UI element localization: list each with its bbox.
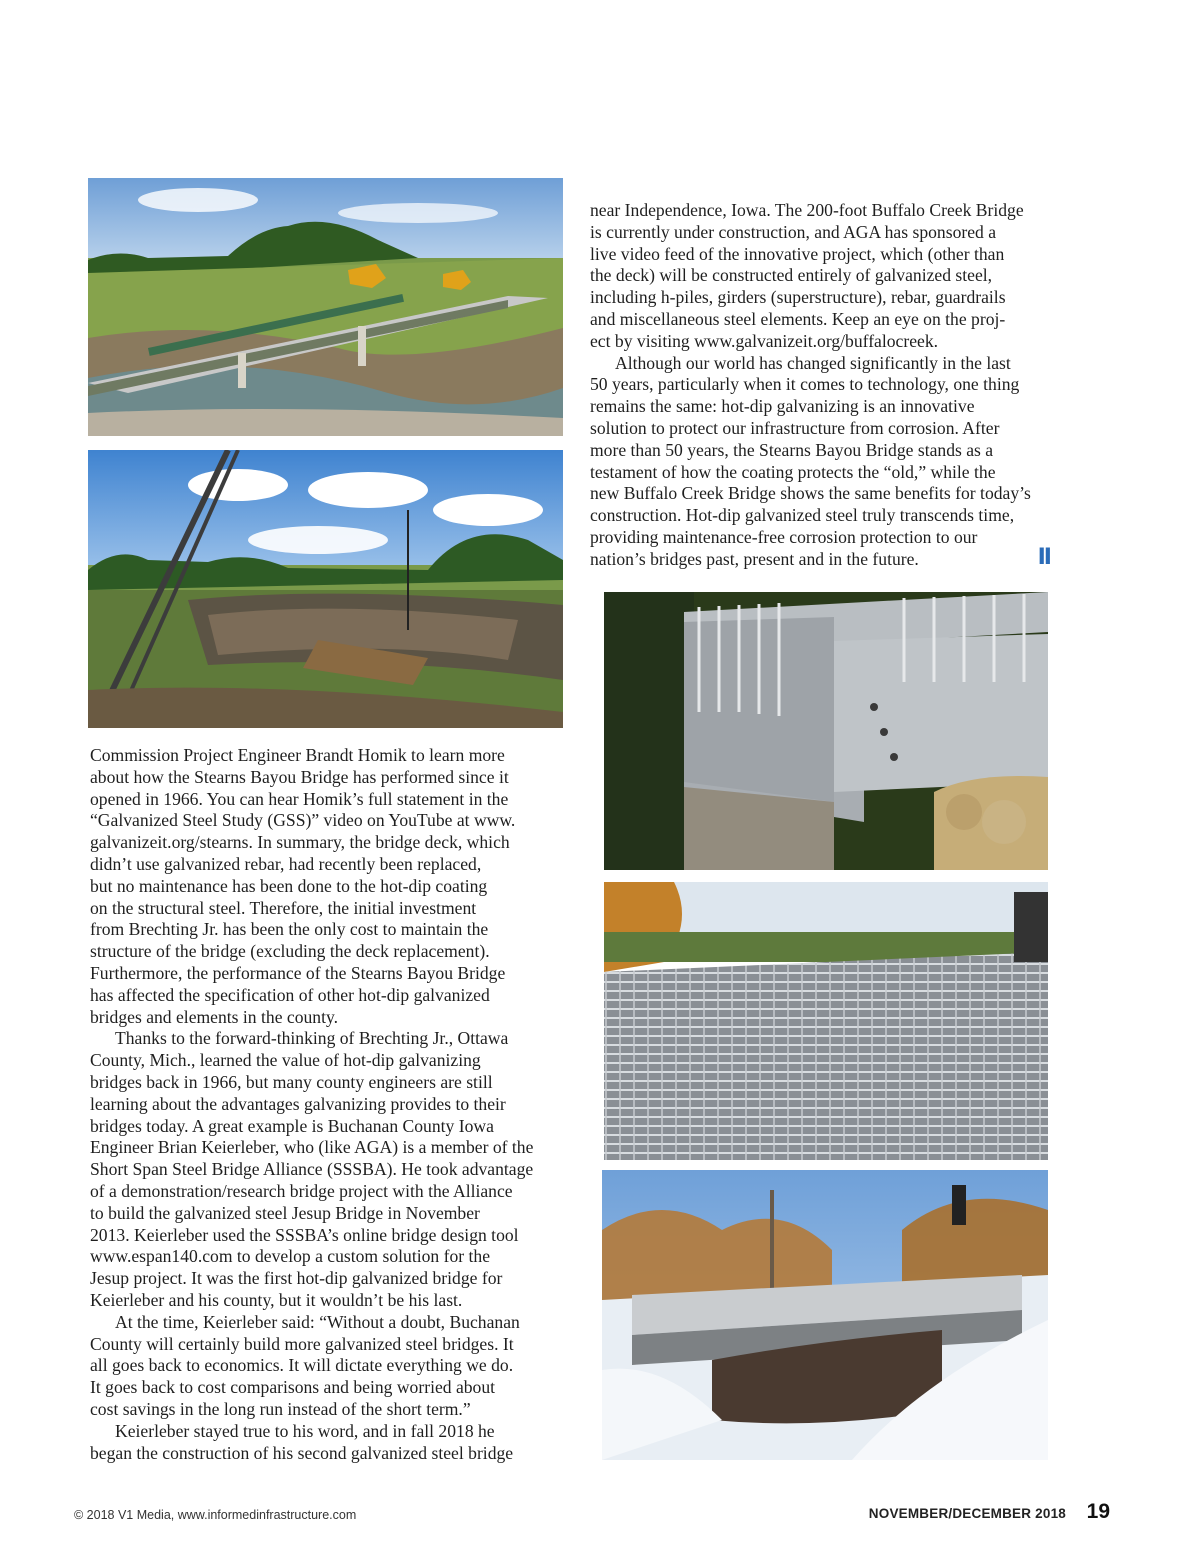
paragraph <box>590 353 1050 571</box>
text-line: Short Span Steel Bridge Alliance (SSSBA). He took advantage <box>90 1159 534 1180</box>
text-line: construction. Hot-dip galvanized steel truly transcends time, <box>590 505 1015 526</box>
text-line: including h-piles, girders (superstructure), rebar, guardrails <box>590 287 1006 308</box>
photo-finished-bridge-winter <box>602 1170 1048 1460</box>
text-line: It goes back to cost comparisons and being worried about <box>90 1377 496 1398</box>
text-line: Although our world has changed significantly in the last <box>615 352 1011 373</box>
text-line: solution to protect our infrastructure from corrosion. After <box>590 417 1000 438</box>
text-line: of a demonstration/research bridge project with the Alliance <box>90 1180 513 1201</box>
text-line: testament of how the coating protects the “old,” while the <box>590 461 996 482</box>
text-line: on the structural steel. Therefore, the initial investment <box>90 897 477 918</box>
text-line: but no maintenance has been done to the hot-dip coating <box>90 875 488 896</box>
text-line: has affected the specification of other hot-dip galvanized <box>90 984 490 1005</box>
text-line: new Buffalo Creek Bridge shows the same benefits for today’s <box>590 483 1031 504</box>
article-left-column <box>90 745 570 1464</box>
text-line: County will certainly build more galvanized steel bridges. It <box>90 1333 514 1354</box>
text-line: 50 years, particularly when it comes to technology, one thing <box>590 374 1020 395</box>
text-line: more than 50 years, the Stearns Bayou Bridge stands as a <box>590 439 994 460</box>
text-line: ect by visiting www.galvanizeit.org/buffalocreek. <box>590 330 939 351</box>
text-line: bridges today. A great example is Buchanan County Iowa <box>90 1115 494 1136</box>
text-line: 2013. Keierleber used the SSSBA’s online bridge design tool <box>90 1224 519 1245</box>
text-line: Keierleber and his county, but it wouldn’t be his last. <box>90 1289 463 1310</box>
text-line: from Brechting Jr. has been the only cost to maintain the <box>90 919 489 940</box>
footer-issue-date: NOVEMBER/DECEMBER 2018 <box>868 1506 1066 1521</box>
text-line: is currently under construction, and AGA has sponsored a <box>590 221 997 242</box>
text-line: providing maintenance-free corrosion protection to our <box>590 526 978 547</box>
text-line: all goes back to economics. It will dictate everything we do. <box>90 1355 514 1376</box>
text-line: nation’s bridges past, present and in the future. <box>590 548 919 569</box>
text-line: bridges back in 1966, but many county engineers are still <box>90 1071 493 1092</box>
text-line: cost savings in the long run instead of the short term.” <box>90 1398 471 1419</box>
photo-crane-river-construction <box>88 450 563 728</box>
text-line: remains the same: hot-dip galvanizing is an innovative <box>590 396 975 417</box>
text-line: learning about the advantages galvanizing provides to their <box>90 1093 506 1114</box>
text-line: began the construction of his second galvanized steel bridge <box>90 1442 514 1463</box>
text-line: to build the galvanized steel Jesup Bridge in November <box>90 1202 480 1223</box>
text-line: Thanks to the forward-thinking of Brechting Jr., Ottawa <box>115 1028 509 1049</box>
photo-bridge-demolition-excavators <box>88 178 563 436</box>
text-line: galvanizeit.org/stearns. In summary, the bridge deck, which <box>90 832 510 853</box>
photo-galvanized-rebar-deck <box>604 882 1048 1160</box>
paragraph <box>90 1312 570 1421</box>
text-line: structure of the bridge (excluding the deck replacement). <box>90 941 490 962</box>
text-line: bridges and elements in the county. <box>90 1006 339 1027</box>
text-line: near Independence, Iowa. The 200-foot Buffalo Creek Bridge <box>590 200 1024 220</box>
text-line: and miscellaneous steel elements. Keep an eye on the proj- <box>590 308 1006 329</box>
photo-galvanized-girders <box>604 592 1048 870</box>
footer-copyright: © 2018 V1 Media, www.informedinfrastructure.com <box>74 1508 357 1522</box>
text-line: Engineer Brian Keierleber, who (like AGA) is a member of the <box>90 1137 534 1158</box>
article-right-column <box>590 200 1050 571</box>
text-line: At the time, Keierleber said: “Without a doubt, Buchanan <box>115 1311 520 1332</box>
paragraph <box>90 1028 570 1311</box>
text-line: Jesup project. It was the first hot-dip galvanized bridge for <box>90 1268 503 1289</box>
text-line: about how the Stearns Bayou Bridge has performed since it <box>90 766 509 787</box>
text-line: County, Mich., learned the value of hot-dip galvanizing <box>90 1050 481 1071</box>
paragraph <box>590 200 1050 353</box>
paragraph <box>90 745 570 1028</box>
text-line: “Galvanized Steel Study (GSS)” video on YouTube at www. <box>90 810 516 831</box>
text-line: live video feed of the innovative project, which (other than <box>590 243 1005 264</box>
text-line: opened in 1966. You can hear Homik’s full statement in the <box>90 788 509 809</box>
text-line: Commission Project Engineer Brandt Homik to learn more <box>90 745 505 765</box>
paragraph <box>90 1421 570 1465</box>
text-line: the deck) will be constructed entirely of galvanized steel, <box>590 265 993 286</box>
text-line: didn’t use galvanized rebar, had recently been replaced, <box>90 853 482 874</box>
text-line: www.espan140.com to develop a custom solution for the <box>90 1246 491 1267</box>
page-number: 19 <box>1086 1500 1110 1523</box>
text-line: Keierleber stayed true to his word, and in fall 2018 he <box>115 1420 495 1441</box>
end-of-article-mark: II <box>1037 544 1050 570</box>
text-line: Furthermore, the performance of the Stearns Bayou Bridge <box>90 962 506 983</box>
